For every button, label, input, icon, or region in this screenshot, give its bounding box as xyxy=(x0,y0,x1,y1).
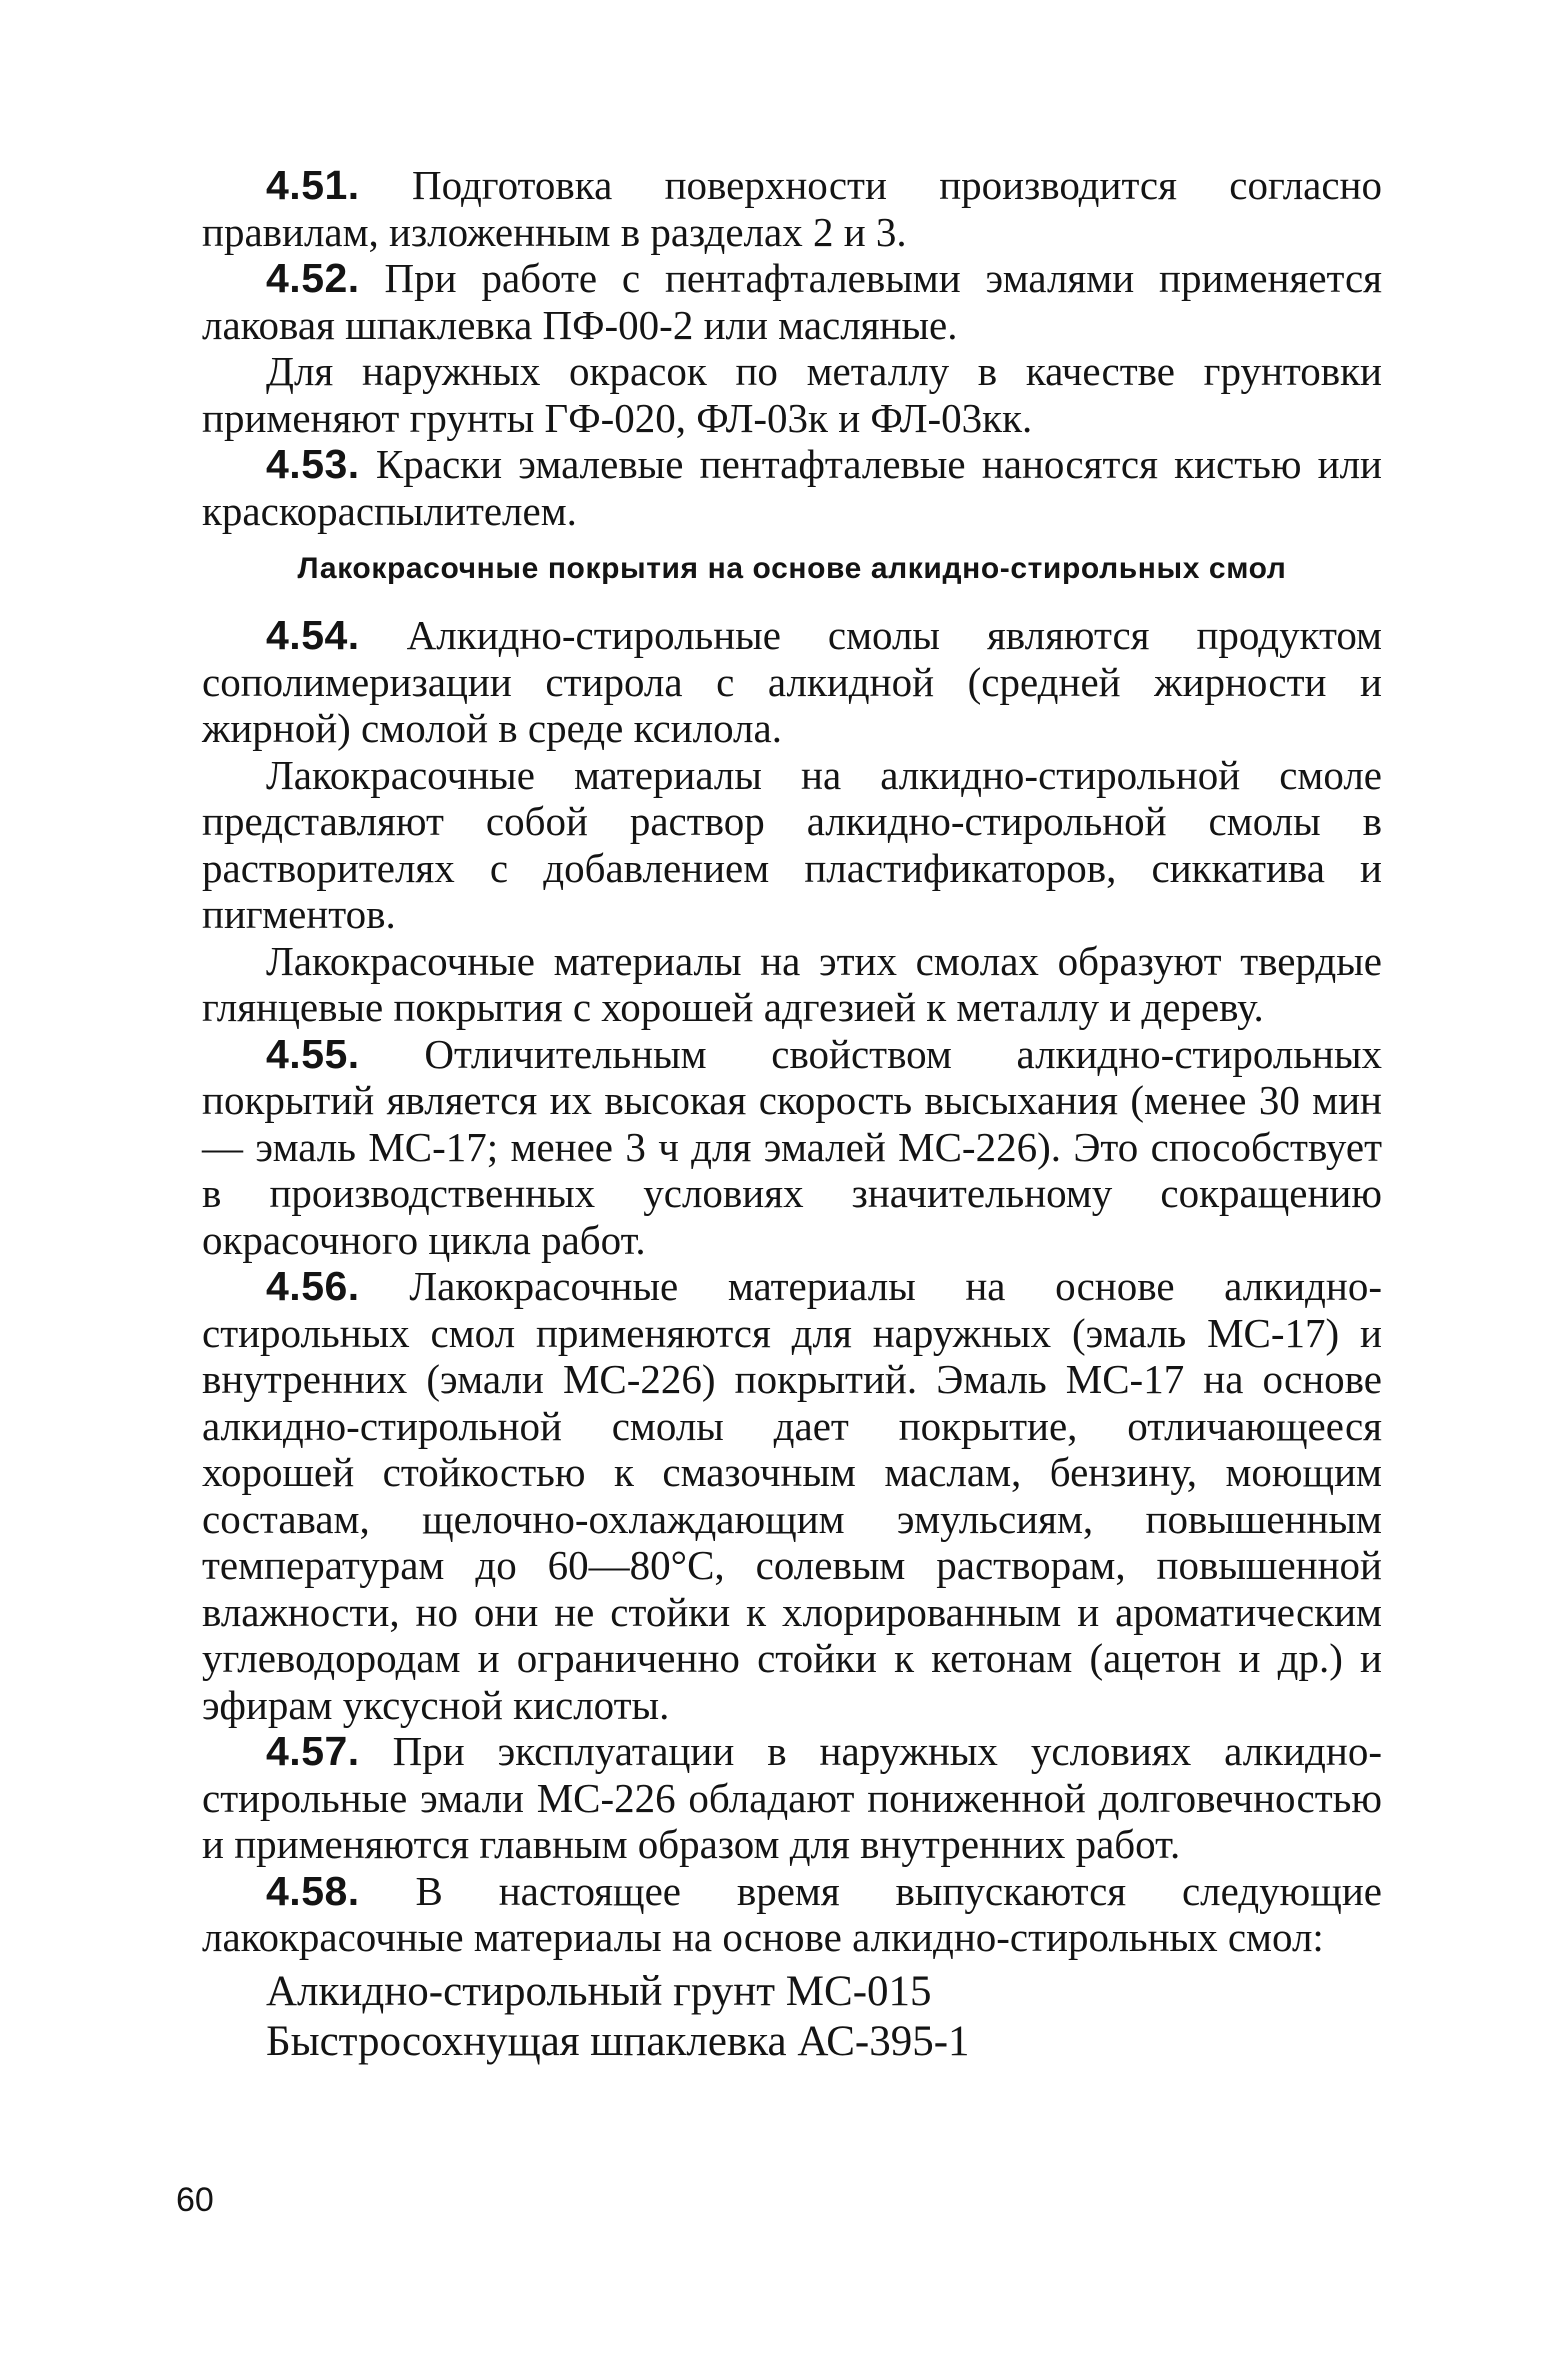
paragraph-primers xyxy=(202,348,1382,441)
clause-number: 4.56. xyxy=(266,1263,360,1309)
paragraph-text: При эксплуатации в наружных условиях алкидно-стирольные эмали МС-226 обладают пониженной долговечностью и применяются главным образом для внутренних работ. xyxy=(202,1728,1382,1867)
paragraph-4-54 xyxy=(202,612,1382,752)
clause-number: 4.53. xyxy=(266,441,360,487)
list-item-putty: Быстросохнущая шпаклевка АС-395-1 xyxy=(266,2017,970,2065)
paragraph-text: Подготовка поверхности производится согласно правилам, изложенным в разделах 2 и 3. xyxy=(202,162,1382,255)
paragraph-4-58 xyxy=(202,1868,1382,1961)
paragraph-4-55 xyxy=(202,1031,1382,1264)
paragraph-text: Лакокрасочные материалы на основе алкидно-стирольных смол применяются для наружных (эмаль МС-17) и внутренних (эмали МС-226) покрытий. Эмаль МС-17 на основе алкидно-стирольной смолы дает покрытие, отличающееся хорошей стойкостью к смазочным маслам, бензину, моющим составам, щелочно-охлаждающим эмульсиям, повышенным температурам до 60—80°С, солевым растворам, повышенной влажности, но они не стойки к хлорированным и ароматическим углеводородам и ограниченно стойки к кетонам (ацетон и др.) и эфирам уксусной кислоты. xyxy=(202,1263,1383,1728)
paragraph-text: Отличительным свойством алкидно-стирольных покрытий является их высокая скорость высыхания (менее 30 мин — эмаль МС-17; менее 3 ч для эмалей МС-226). Это способствует в производственных условиях значительному сокращению окрасочного цикла работ. xyxy=(202,1030,1383,1263)
paragraph-text: Для наружных окрасок по металлу в качестве грунтовки применяют грунты ГФ-020, ФЛ-03к и ФЛ-03кк. xyxy=(202,348,1382,441)
paragraph-4-52 xyxy=(202,255,1382,348)
page-number: 60 xyxy=(176,2181,214,2219)
paragraph-4-56 xyxy=(202,1263,1382,1728)
paragraph-text: В настоящее время выпускаются следующие лакокрасочные материалы на основе алкидно-стирольных смол: xyxy=(202,1867,1382,1960)
list-item-primer: Алкидно-стирольный грунт МС-015 xyxy=(266,1967,932,2015)
paragraph-text: Краски эмалевые пентафталевые наносятся кистью или краскораспылителем. xyxy=(202,441,1382,534)
paragraph-4-53 xyxy=(202,441,1382,534)
paragraph-materials xyxy=(202,752,1382,938)
clause-number: 4.52. xyxy=(266,255,360,301)
page-body xyxy=(202,162,1382,2067)
paragraph-coatings xyxy=(202,938,1382,1031)
paragraph-text: Лакокрасочные материалы на этих смолах образуют твердые глянцевые покрытия с хорошей адгезией к металлу и дереву. xyxy=(202,937,1382,1030)
paragraph-4-57 xyxy=(202,1728,1382,1868)
paragraph-text: Алкидно-стирольные смолы являются продуктом сополимеризации стирола с алкидной (средней жирности и жирной) смолой в среде ксилола. xyxy=(202,612,1382,751)
section-heading: Лакокрасочные покрытия на основе алкидно-стирольных смол xyxy=(297,552,1287,585)
paragraph-4-51 xyxy=(202,162,1382,255)
clause-number: 4.58. xyxy=(266,1867,360,1914)
clause-number: 4.54. xyxy=(266,612,360,658)
clause-number: 4.57. xyxy=(266,1728,360,1774)
clause-number: 4.55. xyxy=(266,1030,360,1077)
paragraph-text: Лакокрасочные материалы на алкидно-стирольной смоле представляют собой раствор алкидно-стирольной смолы в растворителях с добавлением пластификаторов, сиккатива и пигментов. xyxy=(202,751,1382,937)
paragraph-text: При работе с пентафталевыми эмалями применяется лаковая шпаклевка ПФ-00-2 или масляные. xyxy=(202,255,1382,348)
clause-number: 4.51. xyxy=(266,162,360,208)
